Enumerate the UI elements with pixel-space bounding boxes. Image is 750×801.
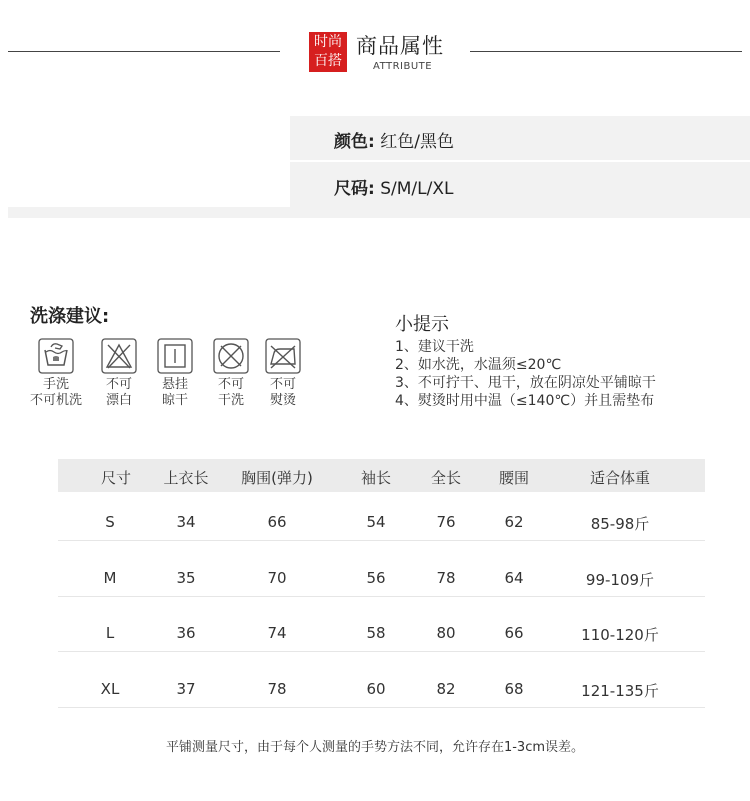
size-table-cell: 82 [436, 680, 456, 698]
wash-title: 洗涤建议: [30, 306, 110, 327]
attribute-value: 红色/黑色 [380, 132, 454, 152]
size-table-cell: 62 [504, 513, 524, 531]
hang-dry-icon [157, 338, 193, 374]
size-table-cell: 74 [267, 624, 287, 642]
tip-item: 3、不可拧干、甩干，放在阴凉处平铺晾干 [395, 375, 656, 391]
size-table-header-cell: 尺寸 [100, 469, 132, 487]
size-table-cell: 110-120斤 [581, 626, 659, 644]
size-table-header-cell: 适合体重 [589, 469, 651, 487]
size-table-row-separator [58, 596, 705, 597]
section-title: 商品属性 [356, 34, 444, 58]
size-table-row-separator [58, 651, 705, 652]
size-table-cell: 35 [176, 569, 196, 587]
size-table-cell: 54 [366, 513, 386, 531]
no-iron-icon [265, 338, 301, 374]
size-table-row-separator [58, 707, 705, 708]
size-table-cell: 58 [366, 624, 386, 642]
size-table-cell: S [105, 513, 115, 531]
size-table-cell: 121-135斤 [581, 682, 659, 700]
size-table-cell: 85-98斤 [590, 515, 650, 533]
wash-label: 手洗 不可机洗 [29, 377, 82, 408]
size-table-cell: 68 [504, 680, 524, 698]
size-table-header-cell: 胸围(弹力) [241, 469, 313, 487]
size-table-row-separator [58, 540, 705, 541]
size-table-cell: 99-109斤 [585, 571, 655, 589]
size-table-cell: 78 [267, 680, 287, 698]
attribute-value: S/M/L/XL [380, 179, 454, 199]
size-table-cell: XL [100, 680, 120, 698]
size-table-header-cell: 全长 [430, 469, 462, 487]
tip-item: 1、建议干洗 [395, 339, 474, 355]
size-table-cell: 34 [176, 513, 196, 531]
attribute-label: 颜色: [334, 132, 375, 152]
size-table-cell: 37 [176, 680, 196, 698]
wash-label: 不可 漂白 [105, 377, 132, 408]
hand-wash-icon [38, 338, 74, 374]
style-badge [309, 32, 347, 72]
size-table-cell: 70 [267, 569, 287, 587]
size-table-cell: M [103, 569, 117, 587]
size-table-cell: 66 [267, 513, 287, 531]
tip-item: 4、熨烫时用中温（≤140℃）并且需垫布 [395, 393, 655, 409]
no-tumble-dry-icon [213, 338, 249, 374]
measurement-note: 平铺测量尺寸，由于每个人测量的手势方法不同，允许存在1-3cm误差。 [165, 740, 585, 755]
header-line-left [8, 51, 280, 52]
no-bleach-icon [101, 338, 137, 374]
size-table-cell: 80 [436, 624, 456, 642]
size-table-cell: 76 [436, 513, 456, 531]
tips-list [395, 338, 656, 410]
wash-label: 悬挂 晾干 [161, 377, 188, 408]
size-table-cell: 60 [366, 680, 386, 698]
header-line-right [470, 51, 742, 52]
size-table-cell: 56 [366, 569, 386, 587]
attribute-color [334, 127, 454, 152]
size-table-cell: 36 [176, 624, 196, 642]
badge-line-1: 时尚 [314, 34, 342, 50]
badge-line-2: 百搭 [314, 53, 342, 69]
size-table-header-cell: 腰围 [498, 469, 530, 487]
size-table-header-cell: 袖长 [360, 469, 392, 487]
tip-item: 2、如水洗，水温须≤20℃ [395, 357, 562, 373]
size-table-cell: L [105, 624, 115, 642]
wash-label: 不可 干洗 [217, 377, 244, 408]
tips-title: 小提示 [395, 314, 449, 335]
size-table-header-cell: 上衣长 [163, 469, 209, 487]
size-table-cell: 66 [504, 624, 524, 642]
section-subtitle: ATTRIBUTE [373, 61, 433, 72]
wash-label: 不可 熨烫 [269, 377, 296, 408]
size-table-cell: 78 [436, 569, 456, 587]
attribute-size [334, 174, 453, 199]
size-table-cell: 64 [504, 569, 524, 587]
attribute-strip [8, 207, 750, 218]
attribute-label: 尺码: [334, 179, 375, 199]
